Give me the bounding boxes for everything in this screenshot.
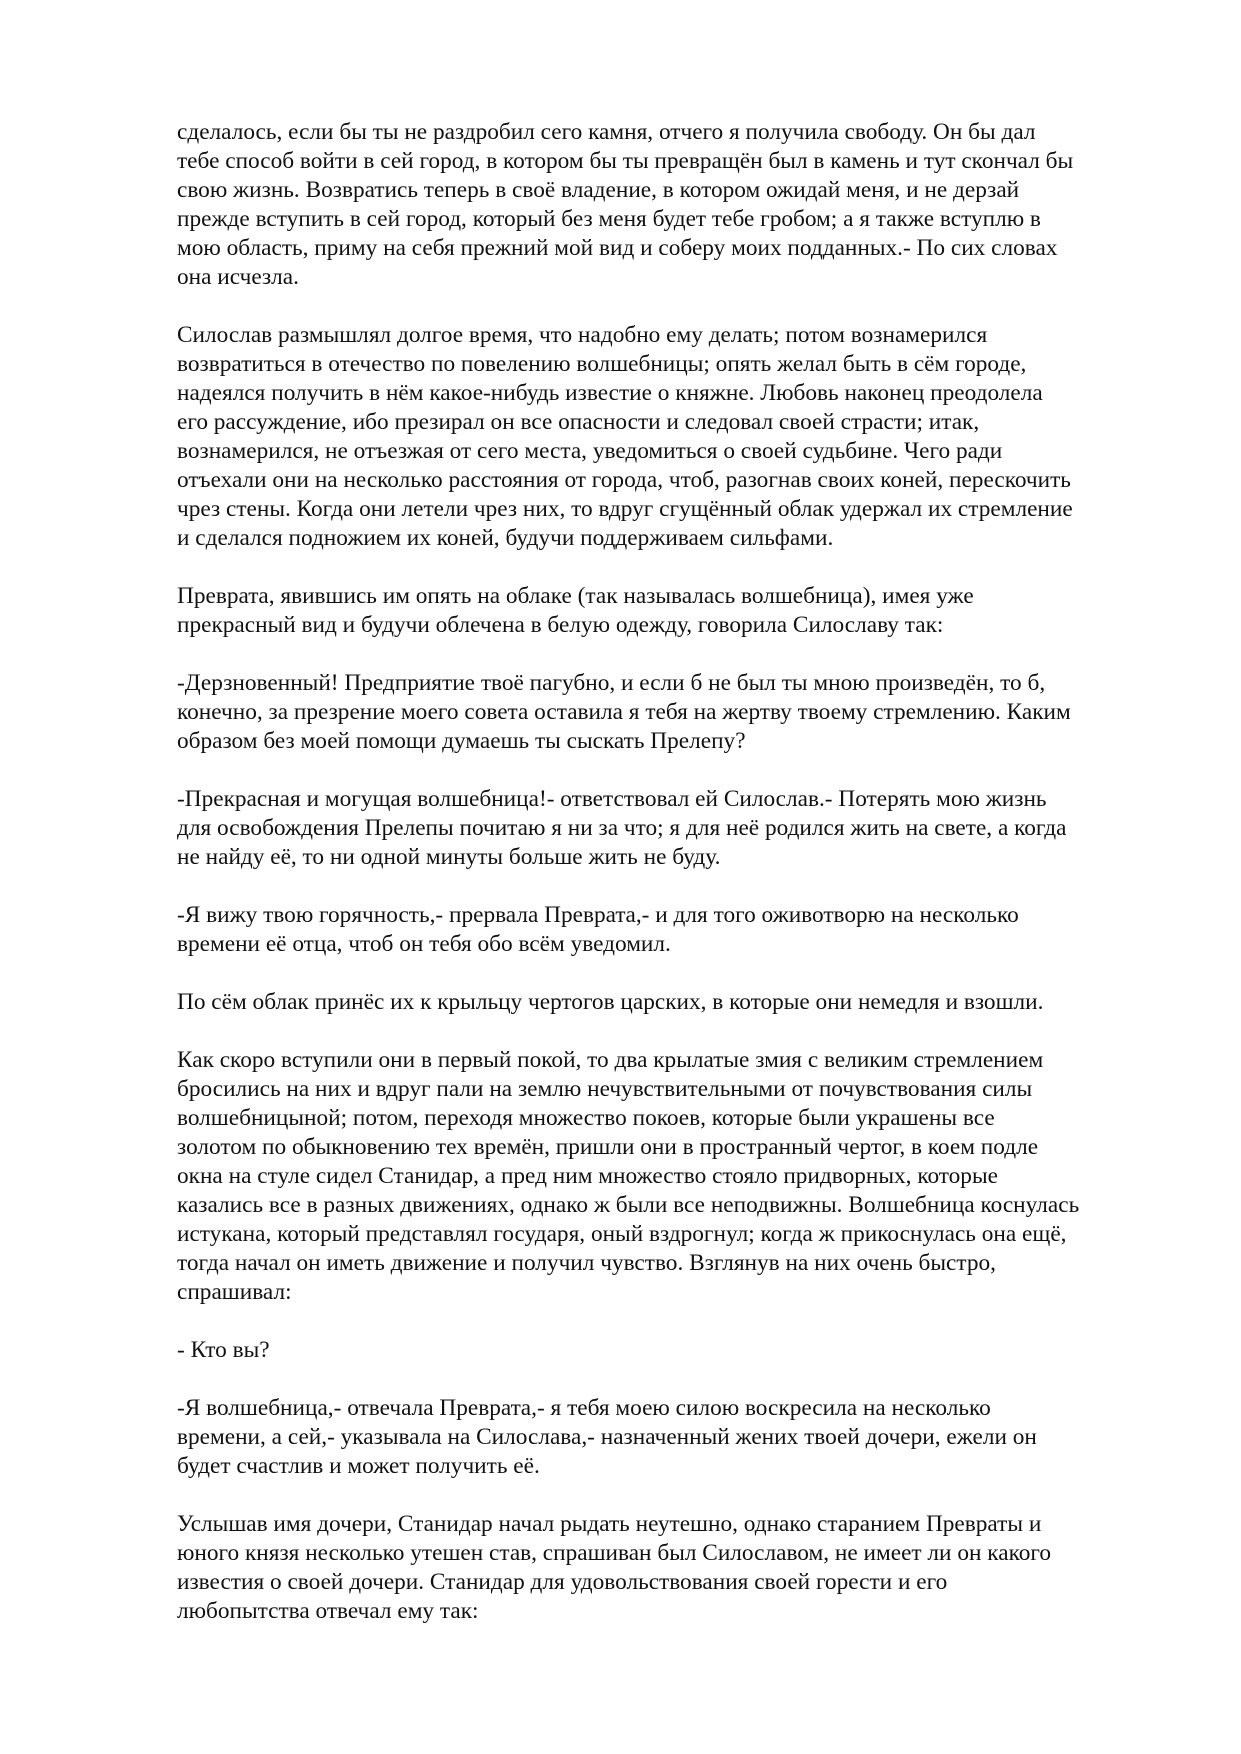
text-line: отъехали они на несколько расстояния от города, чтоб, разогнав своих коней, перескочить bbox=[177, 467, 1071, 493]
text-line: не найду её, то ни одной минуты больше жить не буду. bbox=[177, 844, 721, 870]
text-line: сделалось, если бы ты не раздробил сего камня, отчего я получила свободу. Он бы дал bbox=[177, 119, 1036, 145]
text-line: тогда начал он иметь движение и получил чувство. Взглянув на них очень быстро, bbox=[177, 1250, 996, 1276]
text-line: его рассуждение, ибо презирал он все опасности и следовал своей страсти; итак, bbox=[177, 409, 980, 435]
paragraph-7 bbox=[177, 988, 1167, 1017]
text-line: - Кто вы? bbox=[177, 1337, 270, 1363]
text-line: золотом по обыкновению тех времён, пришли они в пространный чертог, в коем подле bbox=[177, 1134, 1039, 1160]
text-line: волшебницыной; потом, переходя множество покоев, которые были украшены все bbox=[177, 1105, 995, 1131]
paragraph-10 bbox=[177, 1394, 1167, 1481]
text-line: Превратa, явившись им опять на облаке (так называлась волшебница), имея уже bbox=[177, 583, 974, 609]
text-line: прекрасный вид и будучи облечена в белую одежду, говорила Силославу так: bbox=[177, 612, 944, 638]
text-line: чрез стены. Когда они летели чрез них, то вдруг сгущённый облак удержал их стремление bbox=[177, 496, 1073, 522]
text-line: тебе способ войти в сей город, в котором бы ты превращён был в камень и тут скончал бы bbox=[177, 148, 1074, 174]
paragraph-11 bbox=[177, 1510, 1167, 1626]
paragraph-3 bbox=[177, 582, 1167, 640]
text-line: -Я вижу твою горячность,- прервала Превратa,- и для того оживотворю на несколько bbox=[177, 902, 1019, 928]
paragraph-4 bbox=[177, 669, 1167, 756]
text-line: свою жизнь. Возвратись теперь в своё владение, в котором ожидай меня, и не дерзай bbox=[177, 177, 1020, 203]
text-line: Как скоро вступили они в первый покой, то два крылатые змия с великим стремлением bbox=[177, 1047, 1044, 1073]
paragraph-6 bbox=[177, 901, 1167, 959]
text-line: спрашивал: bbox=[177, 1279, 292, 1305]
text-line: истукана, который представлял государя, оный вздрогнул; когда ж прикоснулась она ещё, bbox=[177, 1221, 1067, 1247]
paragraph-5 bbox=[177, 785, 1167, 872]
text-line: -Прекрасная и могущая волшебница!- ответствовал ей Силослав.- Потерять мою жизнь bbox=[177, 786, 1047, 812]
text-line: мою область, приму на себя прежний мой вид и соберу моих подданных.- По сих словах bbox=[177, 235, 1058, 261]
text-line: прежде вступить в сей город, который без меня будет тебе гробом; а я также вступлю в bbox=[177, 206, 1041, 232]
paragraph-2 bbox=[177, 321, 1167, 553]
text-line: известия о своей дочери. Станидар для удовольствования своей горести и его bbox=[177, 1569, 948, 1595]
text-line: для освобождения Прелепы почитаю я ни за что; я для неё родился жить на свете, а когда bbox=[177, 815, 1067, 841]
text-line: юного князя несколько утешен став, спрашиван был Силославом, не имеет ли он какого bbox=[177, 1540, 1051, 1566]
text-line: и сделался подножием их коней, будучи поддерживаем сильфами. bbox=[177, 525, 834, 551]
text-line: она исчезла. bbox=[177, 264, 299, 290]
text-line: времени её отца, чтоб он тебя обо всём уведомил. bbox=[177, 931, 671, 957]
text-line: возвратиться в отечество по повелению волшебницы; опять желал быть в сём городе, bbox=[177, 351, 1027, 377]
text-line: конечно, за презрение моего совета оставила я тебя на жертву твоему стремлению. Каким bbox=[177, 699, 1071, 725]
text-line: любопытства отвечал ему так: bbox=[177, 1598, 479, 1624]
text-line: бросились на них и вдруг пали на землю нечувствительными от почувствования силы bbox=[177, 1076, 1033, 1102]
text-line: -Я волшебница,- отвечала Превратa,- я тебя моею силою воскресила на несколько bbox=[177, 1395, 991, 1421]
text-line: По сём облак принёс их к крыльцу чертогов царских, в которые они немедля и взошли. bbox=[177, 989, 1044, 1015]
text-line: надеялся получить в нём какое-нибудь известие о княжне. Любовь наконец преодолела bbox=[177, 380, 1043, 406]
text-line: Услышав имя дочери, Станидар начал рыдать неутешно, однако старанием Превраты и bbox=[177, 1511, 1042, 1537]
text-line: образом без моей помощи думаешь ты сыскать Прелепу? bbox=[177, 728, 746, 754]
text-line: казались все в разных движениях, однако ж были все неподвижны. Волшебница коснулась bbox=[177, 1192, 1080, 1218]
text-line: будет счастлив и может получить её. bbox=[177, 1453, 540, 1479]
paragraph-9 bbox=[177, 1336, 1167, 1365]
text-line: окна на стуле сидел Станидар, а пред ним множество стояло придворных, которые bbox=[177, 1163, 998, 1189]
text-line: времени, а сей,- указывала на Силослава,- назначенный жених твоей дочери, ежели он bbox=[177, 1424, 1037, 1450]
paragraph-8 bbox=[177, 1046, 1167, 1307]
text-line: Силослав размышлял долгое время, что надобно ему делать; потом вознамерился bbox=[177, 322, 988, 348]
paragraph-1 bbox=[177, 118, 1167, 292]
text-line: -Дерзновенный! Предприятие твоё пагубно, и если б не был ты мною произведён, то б, bbox=[177, 670, 1046, 696]
text-line: вознамерился, не отъезжая от сего места, уведомиться о своей судьбине. Чего ради bbox=[177, 438, 1003, 464]
document-text bbox=[177, 118, 1167, 1655]
